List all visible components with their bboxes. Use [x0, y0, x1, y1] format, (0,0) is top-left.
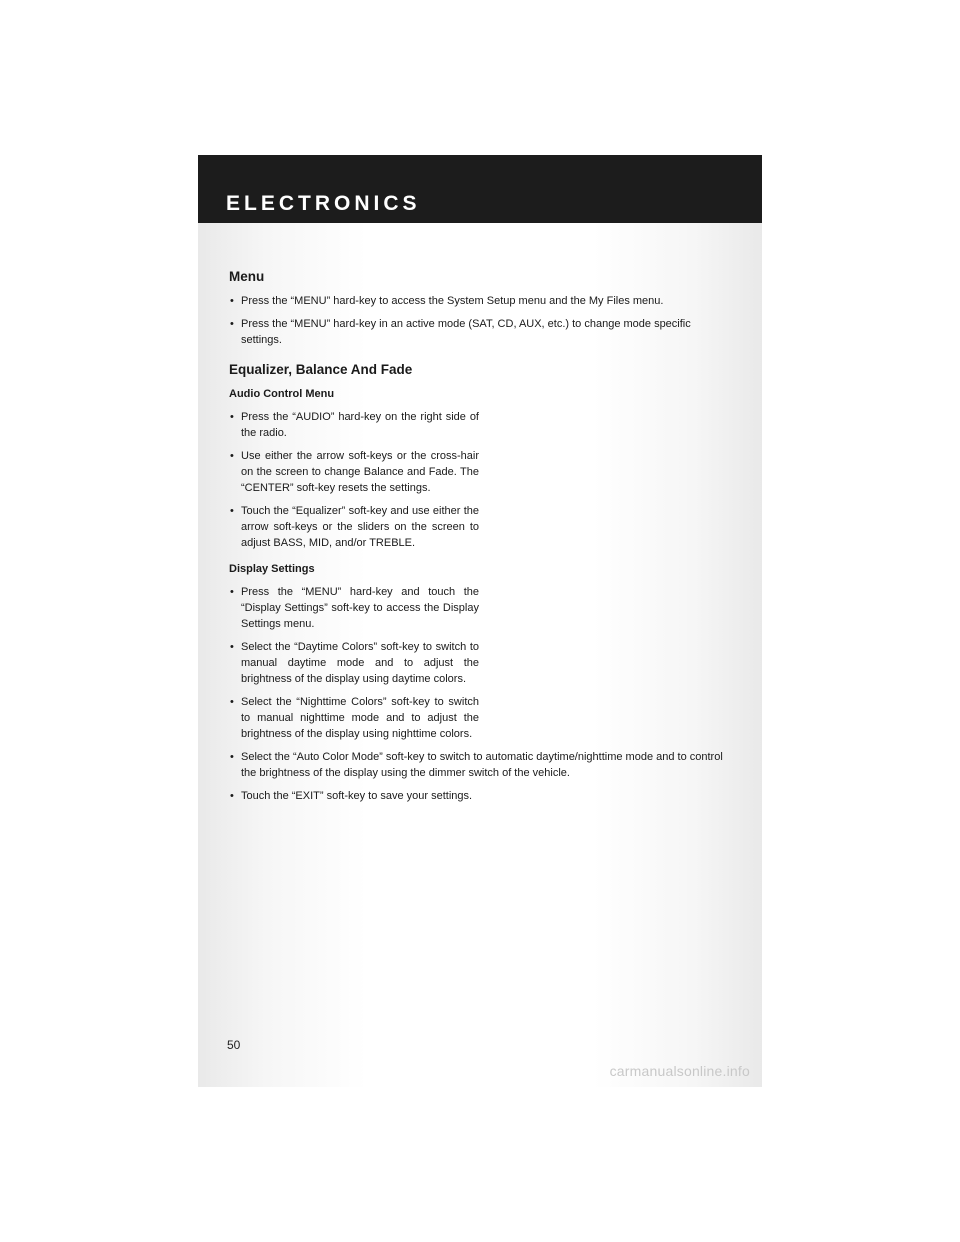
watermark: carmanualsonline.info: [609, 1063, 750, 1079]
menu-bullet: • Press the “MENU” hard-key in an active mode (SAT, CD, AUX, etc.) to change mode specific settings.: [229, 316, 729, 348]
display-settings-bullet: • Select the “Nighttime Colors” soft-key to switch to manual nighttime mode and to adjust the brightness of the display using nighttime colors.: [229, 694, 479, 742]
display-settings-bullet-list: [229, 584, 729, 804]
audio-control-bullet: • Use either the arrow soft-keys or the cross-hair on the screen to change Balance and Fade. The “CENTER” soft-key resets the settings.: [229, 448, 479, 496]
menu-bullet: • Press the “MENU” hard-key to access the System Setup menu and the My Files menu.: [229, 293, 729, 309]
display-settings-heading: Display Settings: [229, 563, 315, 575]
menu-bullet-list: [229, 293, 729, 348]
display-settings-bullet: • Touch the “EXIT” soft-key to save your settings.: [229, 788, 731, 804]
audio-control-bullet: • Touch the “Equalizer” soft-key and use either the arrow soft-keys or the sliders on the screen to adjust BASS, MID, and/or TREBLE.: [229, 503, 479, 551]
audio-control-bullet-list: [229, 409, 729, 551]
section-title: ELECTRONICS: [226, 192, 421, 215]
audio-control-heading: Audio Control Menu: [229, 388, 335, 400]
equalizer-heading: Equalizer, Balance And Fade: [229, 362, 413, 377]
page-number: 50: [227, 1038, 241, 1052]
page-content: [229, 269, 729, 811]
manual-page: [198, 155, 762, 1087]
display-settings-bullet: • Select the “Auto Color Mode” soft-key to switch to automatic daytime/nighttime mode and to control the brightness of the display using the dimmer switch of the vehicle.: [229, 749, 731, 781]
display-settings-bullet: • Press the “MENU” hard-key and touch the “Display Settings” soft-key to access the Display Settings menu.: [229, 584, 479, 632]
display-settings-bullet: • Select the “Daytime Colors” soft-key to switch to manual daytime mode and to adjust the brightness of the display using daytime colors.: [229, 639, 479, 687]
section-header-bar: [198, 155, 762, 223]
audio-control-bullet: • Press the “AUDIO” hard-key on the right side of the radio.: [229, 409, 479, 441]
menu-heading: Menu: [229, 269, 265, 284]
